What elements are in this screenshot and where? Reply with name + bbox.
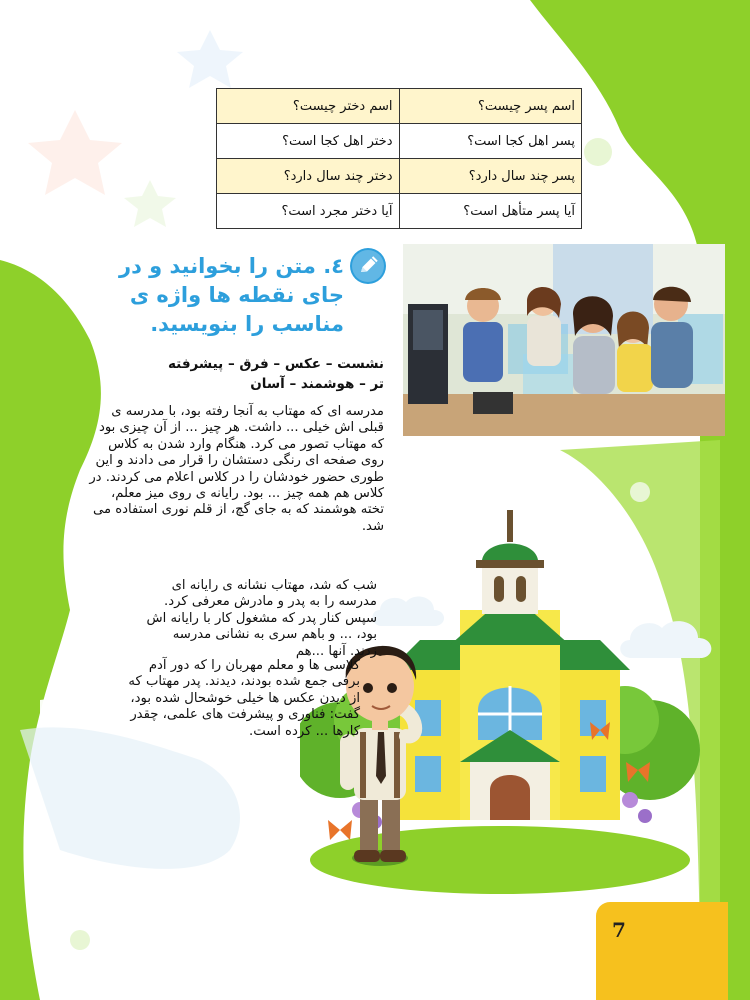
table-cell-girl: دختر اهل کجا است؟: [217, 124, 400, 159]
page-number-badge: [596, 902, 728, 1000]
pencil-icon: [350, 248, 386, 284]
question-table: [216, 88, 582, 229]
table-cell-boy: پسر چند سال دارد؟: [399, 159, 582, 194]
table-row: [217, 159, 582, 194]
table-row: [217, 89, 582, 124]
page-number: 7: [612, 918, 626, 942]
table-cell-boy: آیا پسر متأهل است؟: [399, 194, 582, 229]
paragraph-2: شب که شد، مهتاب نشانه ی رایانه ای مدرسه را به پدر و مادرش معرفی کرد. سپس کنار پدر که مشغول کار با رایانه اش بود، ... و باهم سری به نشانی مدرسه زدند. آنها ...هم: [146, 578, 377, 659]
word-bank: نشست – عکس – فرق – پیشرفته تر – هوشمند – آسان: [168, 356, 384, 392]
exercise-heading: ٤. متن را بخوانید و در جای نقطه ها واژه ی مناسب را بنویسید.: [118, 254, 344, 336]
paragraph-3: کلاسی ها و معلم مهربان را که دور آدم برفی جمع شده بودند، دیدند. پدر مهتاب که از دیدن عکس ها خیلی خوشحال شده بود، گفت: فناوری و پیشرفت های علمی، چقدر کارها ... کرده است.: [128, 658, 360, 739]
school-illustration: [300, 500, 730, 900]
paragraph-1: مدرسه ای که مهتاب به آنجا رفته بود، با مدرسه ی قبلی اش خیلی ... داشت. هر چیز ... از آن چیزی بود که مهتاب تصور می کرد. هنگام وارد شدن به کلاس روی صفحه ای رنگی دستشان را قرار می دادند و این طوری حضور خودشان را در کلاس اعلام می کردند. در کلاس هم همه چیز ... بود. رایانه ی روی میز معلم، تخته هوشمند که به جای گچ، از قلم نوری استفاده می شد.: [89, 404, 384, 534]
table-cell-girl: دختر چند سال دارد؟: [217, 159, 400, 194]
classroom-photo: [403, 244, 725, 436]
table-cell-boy: پسر اهل کجا است؟: [399, 124, 582, 159]
table-cell-boy: اسم پسر چیست؟: [399, 89, 582, 124]
table-row: [217, 124, 582, 159]
table-cell-girl: آیا دختر مجرد است؟: [217, 194, 400, 229]
table-row: [217, 194, 582, 229]
table-cell-girl: اسم دختر چیست؟: [217, 89, 400, 124]
